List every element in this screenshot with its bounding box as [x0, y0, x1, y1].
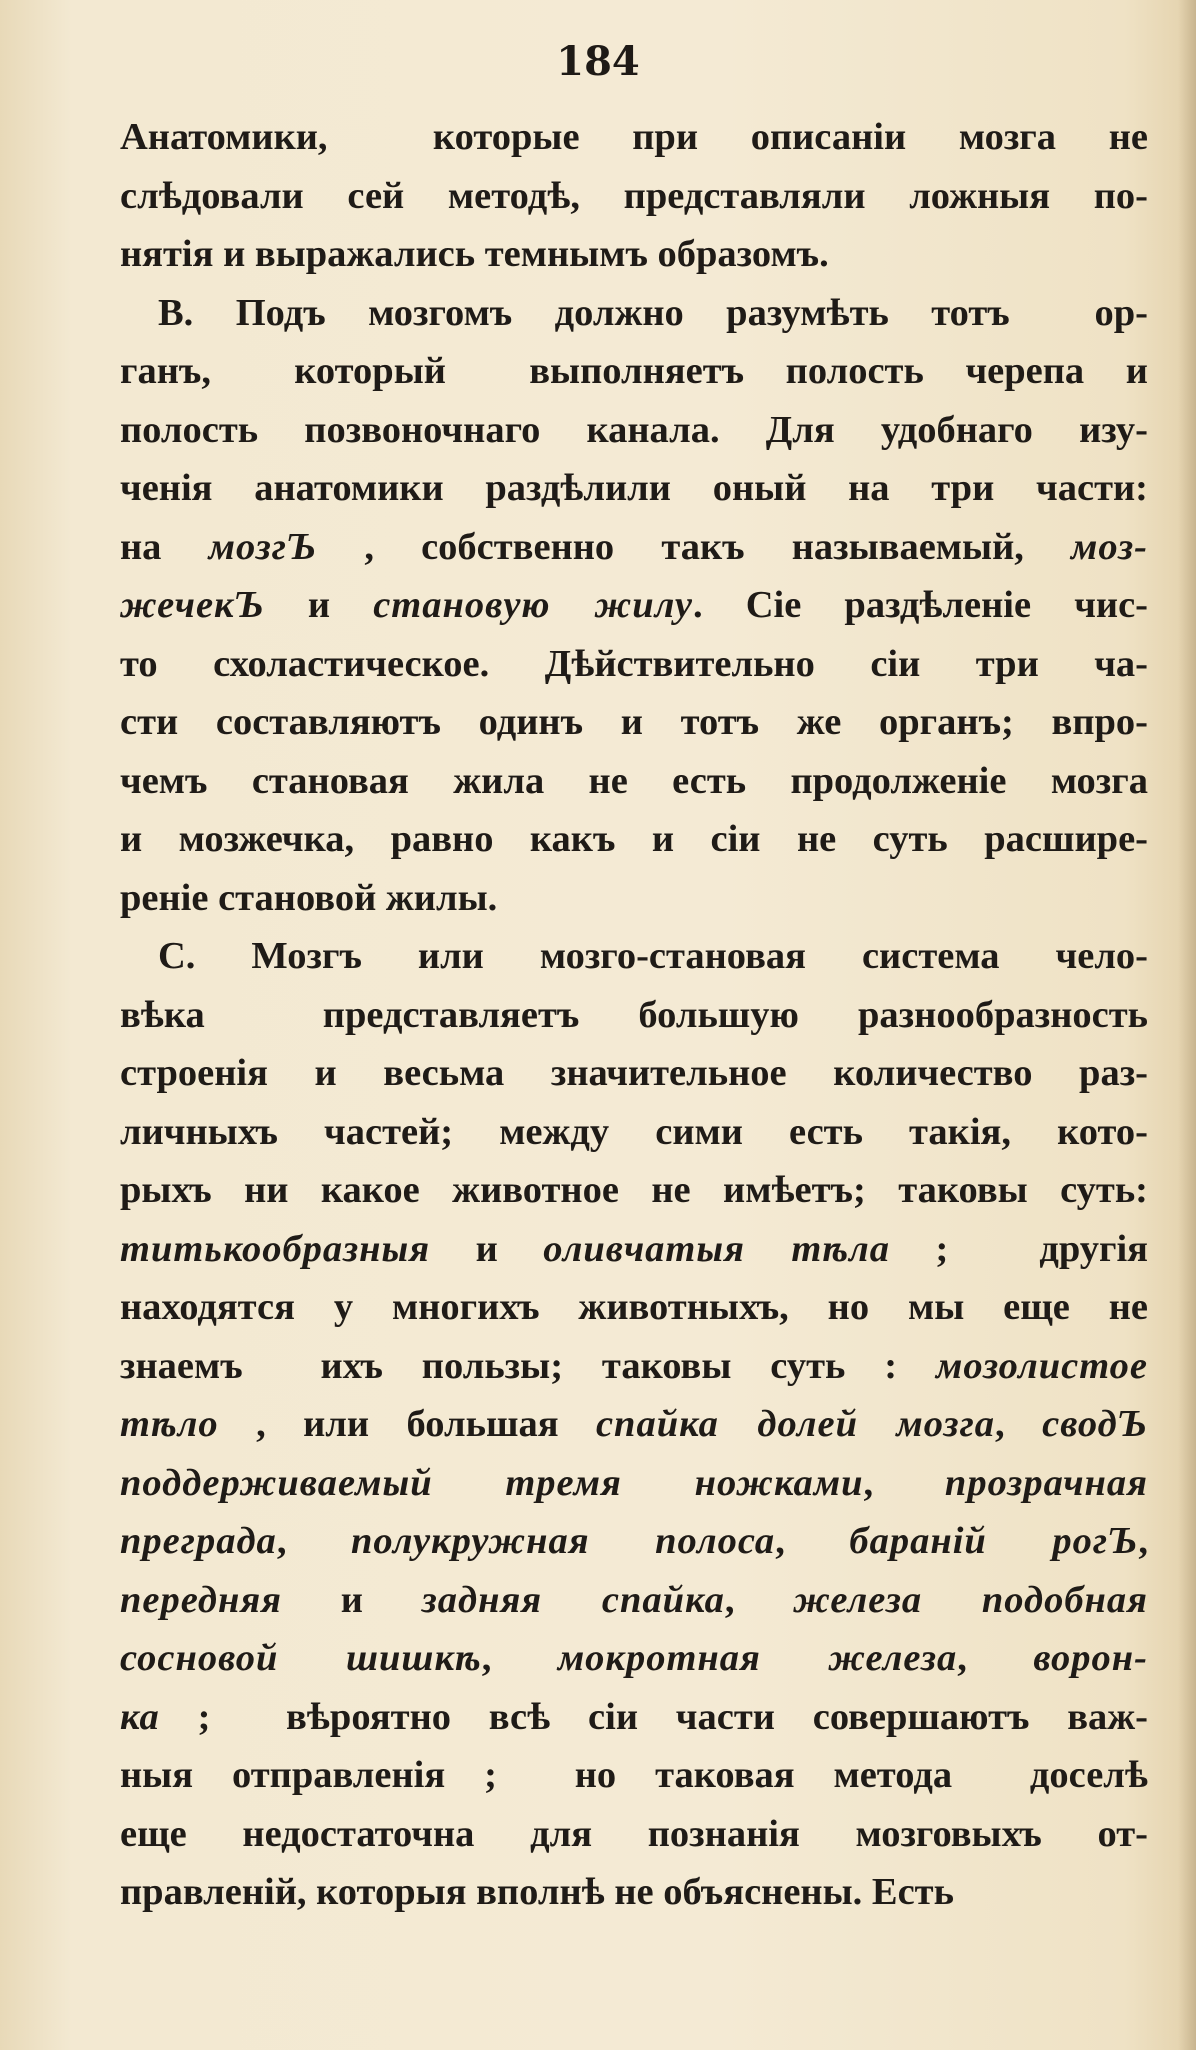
italic-term: спайка долей мозга	[595, 1403, 996, 1445]
text-segment: ныя отправленiя ; но таковая метода доселѣ	[120, 1754, 1148, 1796]
text-line	[120, 635, 1148, 694]
text-segment: ,	[995, 1403, 1043, 1445]
text-line	[120, 752, 1148, 811]
italic-term: мозгЪ	[208, 525, 318, 568]
text-line	[120, 1629, 1148, 1688]
text-line	[120, 927, 1148, 986]
italic-term: полукружная полоса	[351, 1520, 776, 1562]
text-segment: ,	[775, 1520, 850, 1562]
text-line	[120, 225, 1148, 284]
text-line	[120, 576, 1148, 635]
text-segment: ,	[957, 1637, 1034, 1679]
paragraph	[120, 108, 1148, 284]
italic-term: железа подобная	[793, 1578, 1149, 1621]
text-segment: ренiе становой жилы.	[120, 876, 498, 919]
text-line	[120, 1863, 1148, 1922]
text-segment: ,	[276, 1520, 352, 1562]
text-line	[120, 693, 1148, 752]
italic-term: ка	[120, 1695, 160, 1738]
italic-term: баранiй рогЪ	[849, 1520, 1139, 1562]
text-segment: строенiя и весьма значительное количество раз-	[120, 1052, 1148, 1094]
text-segment: ,	[1138, 1520, 1149, 1562]
text-segment: нятiя и выражались темнымъ образомъ.	[120, 233, 829, 275]
text-segment: . Сiе раздѣленiе чис-	[693, 584, 1148, 626]
text-line	[120, 1688, 1148, 1747]
italic-term: передняя	[120, 1578, 283, 1621]
text-line	[120, 1454, 1148, 1513]
text-segment: на	[120, 525, 209, 568]
text-segment: еще недостаточна для познанiя мозговыхъ от-	[120, 1812, 1148, 1855]
text-segment: ; другiя	[890, 1227, 1148, 1270]
text-line	[120, 1161, 1148, 1220]
text-segment: и	[430, 1227, 544, 1270]
italic-term: ворон-	[1033, 1637, 1148, 1679]
text-segment: слѣдовали сей методѣ, представляли ложныя по-	[120, 174, 1148, 217]
text-segment: ,	[863, 1461, 945, 1504]
text-segment: Анатомики, которые при описанiи мозга не	[120, 116, 1148, 158]
text-segment: ,	[481, 1637, 558, 1679]
text-segment: сти составляютъ одинъ и тотъ же органъ; впро-	[120, 701, 1148, 743]
italic-term: прозрачная	[944, 1461, 1148, 1504]
italic-term: сводЪ	[1042, 1403, 1149, 1445]
text-segment: B. Подъ мозгомъ должно разумѣть тотъ ор-	[158, 291, 1148, 334]
text-line	[120, 1805, 1148, 1864]
text-line	[120, 986, 1148, 1045]
text-line	[120, 284, 1148, 343]
text-line	[120, 401, 1148, 460]
text-line	[120, 167, 1148, 226]
text-line	[120, 1746, 1148, 1805]
text-line	[120, 518, 1148, 577]
text-segment: ганъ, который выполняетъ полость черепа и	[120, 350, 1148, 392]
text-line	[120, 869, 1148, 928]
text-segment: , собственно такъ называемый,	[317, 525, 1072, 568]
italic-term: тѣло	[120, 1403, 219, 1445]
text-segment: ченiя анатомики раздѣлили оный на три части:	[120, 467, 1148, 509]
text-segment: , или большая	[218, 1403, 596, 1445]
italic-term: задняя спайка	[421, 1578, 725, 1621]
text-segment: ; вѣроятно всѣ сiи части совершаютъ важ-	[159, 1695, 1148, 1738]
text-segment: чемъ становая жила не есть продолженiе мозга	[120, 759, 1148, 802]
text-segment: и	[282, 1578, 422, 1621]
text-segment: рыхъ ни какое животное не имѣетъ; таковы суть:	[120, 1169, 1148, 1211]
page-body-text	[120, 108, 1148, 1922]
text-segment: находятся у многихъ животныхъ, но мы еще не	[120, 1286, 1148, 1328]
text-segment: и мозжечка, равно какъ и сiи не суть расшире-	[120, 818, 1148, 860]
text-line	[120, 1220, 1148, 1279]
text-segment: C. Мозгъ или мозго-становая система чело-	[158, 935, 1148, 977]
text-segment: то схоластическое. Дѣйствительно сiи три ча-	[120, 642, 1148, 685]
text-line	[120, 1044, 1148, 1103]
page-binding-shadow	[1178, 0, 1196, 2050]
text-segment: правленiй, которыя вполнѣ не объяснены. Есть	[120, 1871, 954, 1913]
italic-term: поддерживаемый тремя ножками	[120, 1461, 864, 1504]
text-line	[120, 342, 1148, 401]
italic-term: титькообразныя	[120, 1227, 431, 1270]
text-line	[120, 1103, 1148, 1162]
text-segment: полость позвоночнаго канала. Для удобнаго изу-	[120, 408, 1148, 451]
text-segment: вѣка представляетъ большую разнообразность	[120, 993, 1148, 1036]
text-line	[120, 1512, 1148, 1571]
italic-term: сосновой шишкѣ	[120, 1637, 482, 1679]
text-segment: личныхъ частей; между сими есть такiя, кото-	[120, 1110, 1148, 1153]
italic-term: мокротная железа	[557, 1637, 958, 1679]
text-line	[120, 810, 1148, 869]
text-segment: и	[264, 584, 374, 626]
italic-term: жечекЪ	[120, 584, 265, 626]
text-line	[120, 1395, 1148, 1454]
text-line	[120, 1278, 1148, 1337]
page-number: 184	[556, 38, 640, 85]
italic-term: моз-	[1071, 525, 1149, 568]
text-line	[120, 108, 1148, 167]
text-line	[120, 1571, 1148, 1630]
italic-term: преграда	[120, 1520, 277, 1562]
text-line	[120, 459, 1148, 518]
text-line	[120, 1337, 1148, 1396]
italic-term: оливчатыя тѣла	[543, 1227, 891, 1270]
text-segment: знаемъ ихъ пользы; таковы суть :	[120, 1344, 937, 1387]
text-segment: ,	[724, 1578, 794, 1621]
italic-term: становую жилу	[373, 584, 694, 626]
paragraph	[120, 284, 1148, 928]
paragraph	[120, 927, 1148, 1922]
italic-term: мозолистое	[936, 1344, 1148, 1387]
